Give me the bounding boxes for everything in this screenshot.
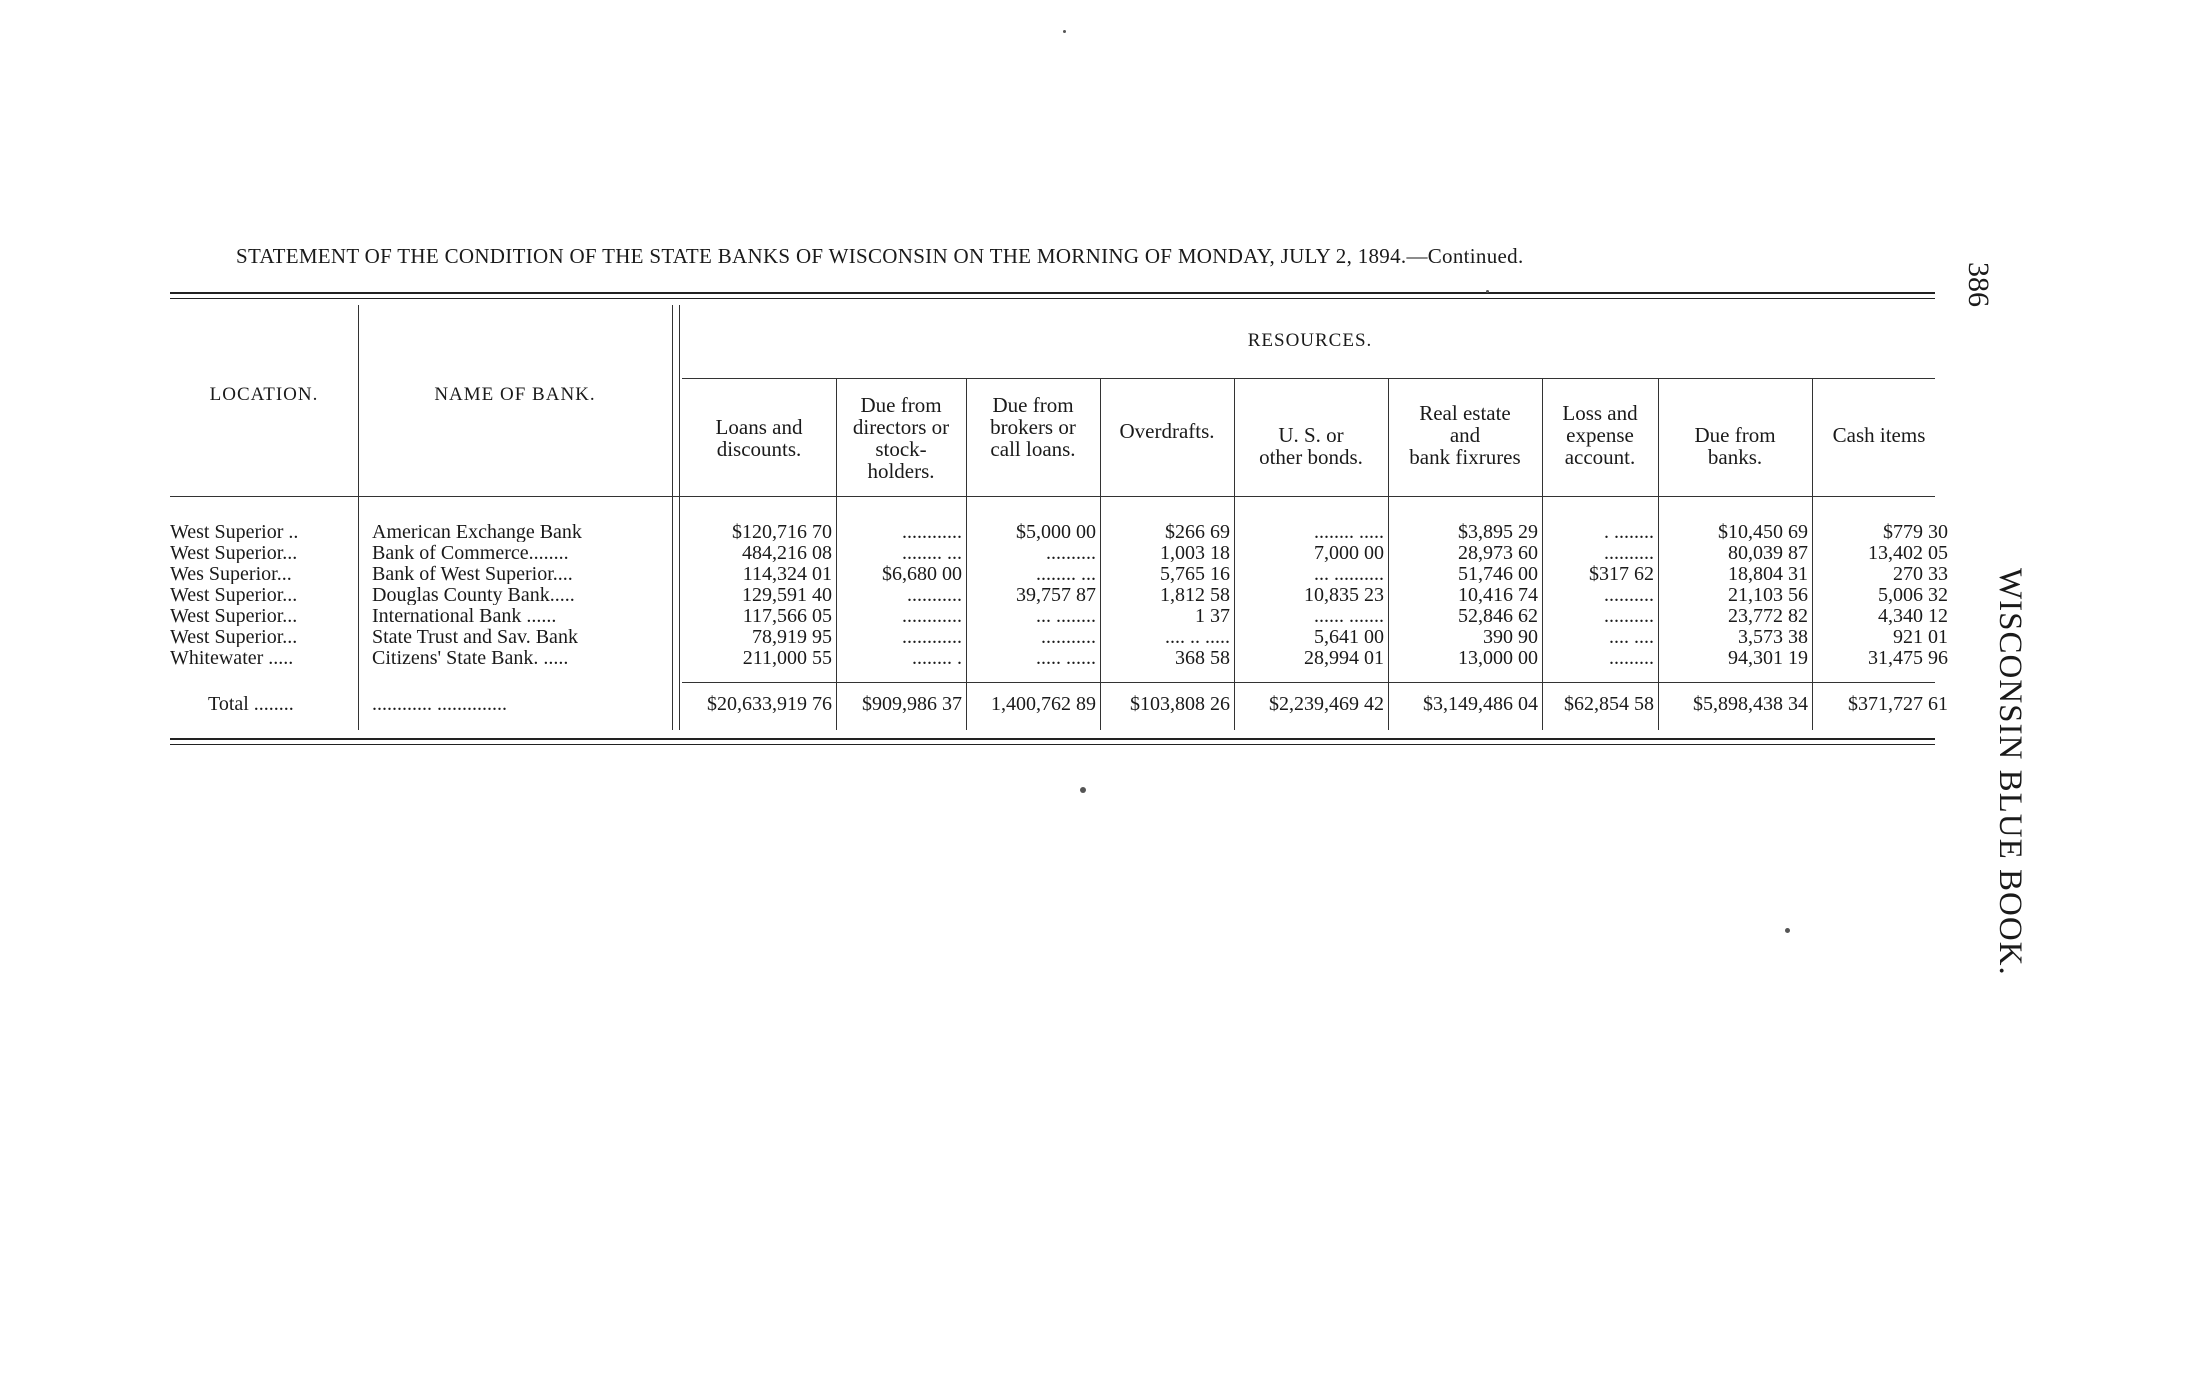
table-cell-bonds: 7,000 00 xyxy=(1314,543,1384,563)
table-cell-cash: 31,475 96 xyxy=(1868,648,1948,668)
table-cell-brokers: $5,000 00 xyxy=(1016,522,1096,542)
table-cell-realestate: 51,746 00 xyxy=(1458,564,1538,584)
total-cell-duebanks: $5,898,438 34 xyxy=(1693,694,1808,714)
table-cell-location: Wes Superior... xyxy=(170,564,292,584)
print-speck xyxy=(1785,928,1790,933)
table-cell-realestate: 52,846 62 xyxy=(1458,606,1538,626)
table-cell-overdrafts: 5,765 16 xyxy=(1160,564,1230,584)
table-cell-directors: ........... xyxy=(907,585,962,605)
table-cell-bank: American Exchange Bank xyxy=(372,522,582,542)
table-cell-location: West Superior... xyxy=(170,627,298,647)
side-book-title: WISCONSIN BLUE BOOK. xyxy=(1992,568,2028,976)
header-bonds: U. S. or other bonds. xyxy=(1259,423,1363,469)
header-realestate: Real estate and bank fixrures xyxy=(1409,401,1521,469)
table-cell-cash: 4,340 12 xyxy=(1878,606,1948,626)
table-cell-overdrafts: $266 69 xyxy=(1165,522,1230,542)
table-cell-overdrafts: 1,812 58 xyxy=(1160,585,1230,605)
table-cell-overdrafts: 1,003 18 xyxy=(1160,543,1230,563)
total-cell-overdrafts: $103,808 26 xyxy=(1130,694,1230,714)
table-cell-bonds: ...... ....... xyxy=(1314,606,1384,626)
table-cell-cash: 270 33 xyxy=(1893,564,1948,584)
table-cell-loans: 484,216 08 xyxy=(742,543,832,563)
table-cell-directors: $6,680 00 xyxy=(882,564,962,584)
table-cell-brokers: ........ ... xyxy=(1036,564,1096,584)
header-resources: RESOURCES. xyxy=(1247,330,1373,351)
header-loss: Loss and expense account. xyxy=(1562,401,1638,469)
table-cell-location: West Superior... xyxy=(170,585,298,605)
table-cell-bank: Bank of West Superior.... xyxy=(372,564,573,584)
table-cell-bonds: 5,641 00 xyxy=(1314,627,1384,647)
header-bottom-line xyxy=(170,496,1935,497)
header-cash: Cash items xyxy=(1832,423,1926,447)
total-cell-bonds: $2,239,469 42 xyxy=(1269,694,1384,714)
header-overdrafts: Overdrafts. xyxy=(1119,419,1215,443)
total-cell-location: Total ........ xyxy=(208,694,294,714)
table-cell-duebanks: 23,772 82 xyxy=(1728,606,1808,626)
total-cell-loss: $62,854 58 xyxy=(1564,694,1654,714)
top-rule-thin xyxy=(170,298,1935,299)
col-sep-bank-double xyxy=(679,305,680,730)
table-cell-bank: Citizens' State Bank. ..... xyxy=(372,648,569,668)
table-cell-loss: .......... xyxy=(1604,585,1654,605)
table-cell-directors: ............ xyxy=(902,522,962,542)
header-loans: Loans and discounts. xyxy=(715,415,803,461)
bottom-rule xyxy=(170,738,1935,740)
table-cell-duebanks: 21,103 56 xyxy=(1728,585,1808,605)
table-cell-loans: 117,566 05 xyxy=(742,606,832,626)
table-cell-loans: 129,591 40 xyxy=(742,585,832,605)
table-cell-location: West Superior .. xyxy=(170,522,299,542)
table-cell-bonds: 28,994 01 xyxy=(1304,648,1384,668)
table-cell-directors: ........ . xyxy=(912,648,962,668)
table-cell-loss: .......... xyxy=(1604,543,1654,563)
table-cell-loss: .......... xyxy=(1604,606,1654,626)
print-speck xyxy=(1063,30,1066,33)
table-cell-directors: ............ xyxy=(902,606,962,626)
total-cell-cash: $371,727 61 xyxy=(1848,694,1948,714)
header-directors: Due from directors or stock- holders. xyxy=(852,393,950,483)
table-cell-duebanks: $10,450 69 xyxy=(1718,522,1808,542)
print-speck xyxy=(1486,290,1489,293)
header-bank-name: NAME OF BANK. xyxy=(434,384,596,405)
table-cell-bank: International Bank ...... xyxy=(372,606,557,626)
table-cell-realestate: 28,973 60 xyxy=(1458,543,1538,563)
table-cell-brokers: .......... xyxy=(1046,543,1096,563)
table-cell-realestate: 13,000 00 xyxy=(1458,648,1538,668)
table-cell-realestate: $3,895 29 xyxy=(1458,522,1538,542)
total-cell-bank: ............ .............. xyxy=(372,694,507,714)
table-cell-directors: ........ ... xyxy=(902,543,962,563)
side-page-number: 386 xyxy=(1962,262,1995,307)
table-cell-overdrafts: .... .. ..... xyxy=(1165,627,1230,647)
top-rule xyxy=(170,292,1935,294)
table-cell-bonds: ........ ..... xyxy=(1314,522,1384,542)
table-cell-location: West Superior... xyxy=(170,606,298,626)
table-cell-overdrafts: 368 58 xyxy=(1175,648,1230,668)
table-cell-cash: 921 01 xyxy=(1893,627,1948,647)
table-cell-duebanks: 3,573 38 xyxy=(1738,627,1808,647)
table-cell-directors: ............ xyxy=(902,627,962,647)
table-cell-loans: $120,716 70 xyxy=(732,522,832,542)
total-cell-loans: $20,633,919 76 xyxy=(707,694,832,714)
table-cell-loans: 78,919 95 xyxy=(752,627,832,647)
total-cell-realestate: $3,149,486 04 xyxy=(1423,694,1538,714)
table-cell-cash: 13,402 05 xyxy=(1868,543,1948,563)
table-cell-bank: Douglas County Bank..... xyxy=(372,585,575,605)
header-brokers: Due from brokers or call loans. xyxy=(990,393,1076,461)
header-duebanks: Due from banks. xyxy=(1694,423,1776,469)
table-cell-realestate: 390 90 xyxy=(1483,627,1538,647)
total-top-line xyxy=(682,682,1935,683)
table-cell-brokers: ... ........ xyxy=(1036,606,1096,626)
table-cell-bonds: 10,835 23 xyxy=(1304,585,1384,605)
total-cell-brokers: 1,400,762 89 xyxy=(991,694,1096,714)
table-cell-cash: 5,006 32 xyxy=(1878,585,1948,605)
table-cell-bank: State Trust and Sav. Bank xyxy=(372,627,578,647)
print-speck xyxy=(1080,787,1086,793)
table-cell-loss: . ........ xyxy=(1604,522,1654,542)
table-cell-bonds: ... .......... xyxy=(1314,564,1384,584)
table-cell-brokers: ........... xyxy=(1041,627,1096,647)
table-cell-realestate: 10,416 74 xyxy=(1458,585,1538,605)
table-cell-location: Whitewater ..... xyxy=(170,648,294,668)
col-sep-bank xyxy=(672,305,673,730)
table-cell-bank: Bank of Commerce........ xyxy=(372,543,569,563)
header-location: LOCATION. xyxy=(209,384,319,405)
resources-underline xyxy=(682,378,1935,379)
col-sep-location xyxy=(358,305,359,730)
table-cell-loans: 211,000 55 xyxy=(742,648,832,668)
table-cell-cash: $779 30 xyxy=(1883,522,1948,542)
table-cell-brokers: ..... ...... xyxy=(1036,648,1096,668)
table-cell-duebanks: 18,804 31 xyxy=(1728,564,1808,584)
table-cell-loans: 114,324 01 xyxy=(742,564,832,584)
table-cell-duebanks: 94,301 19 xyxy=(1728,648,1808,668)
table-cell-duebanks: 80,039 87 xyxy=(1728,543,1808,563)
bottom-rule-thin xyxy=(170,744,1935,745)
page-title: STATEMENT OF THE CONDITION OF THE STATE BANKS OF WISCONSIN ON THE MORNING OF MONDAY, JULY 2, 1894.—Continued. xyxy=(236,244,1524,268)
table-cell-brokers: 39,757 87 xyxy=(1016,585,1096,605)
table-cell-loss: $317 62 xyxy=(1589,564,1654,584)
table-cell-overdrafts: 1 37 xyxy=(1195,606,1230,626)
total-cell-directors: $909,986 37 xyxy=(862,694,962,714)
table-cell-loss: .... .... xyxy=(1609,627,1654,647)
table-cell-loss: ......... xyxy=(1609,648,1654,668)
table-cell-location: West Superior... xyxy=(170,543,298,563)
